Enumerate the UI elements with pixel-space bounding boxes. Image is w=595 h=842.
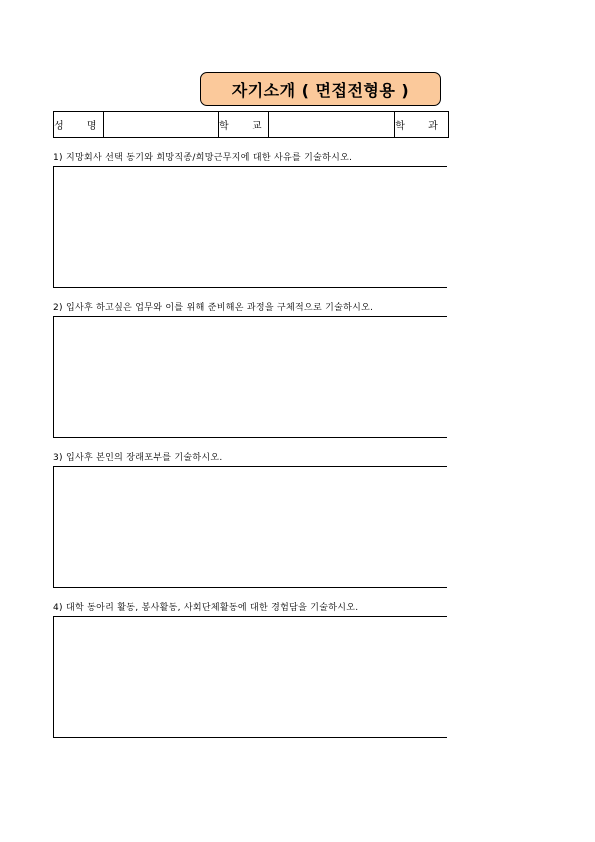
page-title: 자기소개 ( 면접전형용 ) bbox=[200, 72, 441, 106]
question-1-answer-box[interactable] bbox=[53, 166, 447, 288]
applicant-info-row bbox=[54, 112, 449, 138]
question-1-label: 1) 지망회사 선택 동기와 희망직종/희망근무지에 대한 사유를 기술하시오. bbox=[53, 153, 353, 163]
question-3-label: 3) 입사후 본인의 장래포부를 기술하시오. bbox=[53, 453, 223, 463]
name-label: 성 명 bbox=[54, 112, 104, 138]
school-label: 학 교 bbox=[219, 112, 269, 138]
applicant-info-table bbox=[53, 111, 449, 138]
question-4-answer-box[interactable] bbox=[53, 616, 447, 738]
question-2-answer-box[interactable] bbox=[53, 316, 447, 438]
school-field[interactable] bbox=[269, 112, 395, 138]
question-3-answer-box[interactable] bbox=[53, 466, 447, 588]
question-2-label: 2) 입사후 하고싶은 업무와 이를 위해 준비해온 과정을 구체적으로 기술하시오. bbox=[53, 303, 374, 313]
name-field[interactable] bbox=[104, 112, 219, 138]
major-label: 학 과 bbox=[395, 112, 449, 138]
question-4-label: 4) 대학 동아리 활동, 봉사활동, 사회단체활동에 대한 경험담을 기술하시오. bbox=[53, 603, 359, 613]
